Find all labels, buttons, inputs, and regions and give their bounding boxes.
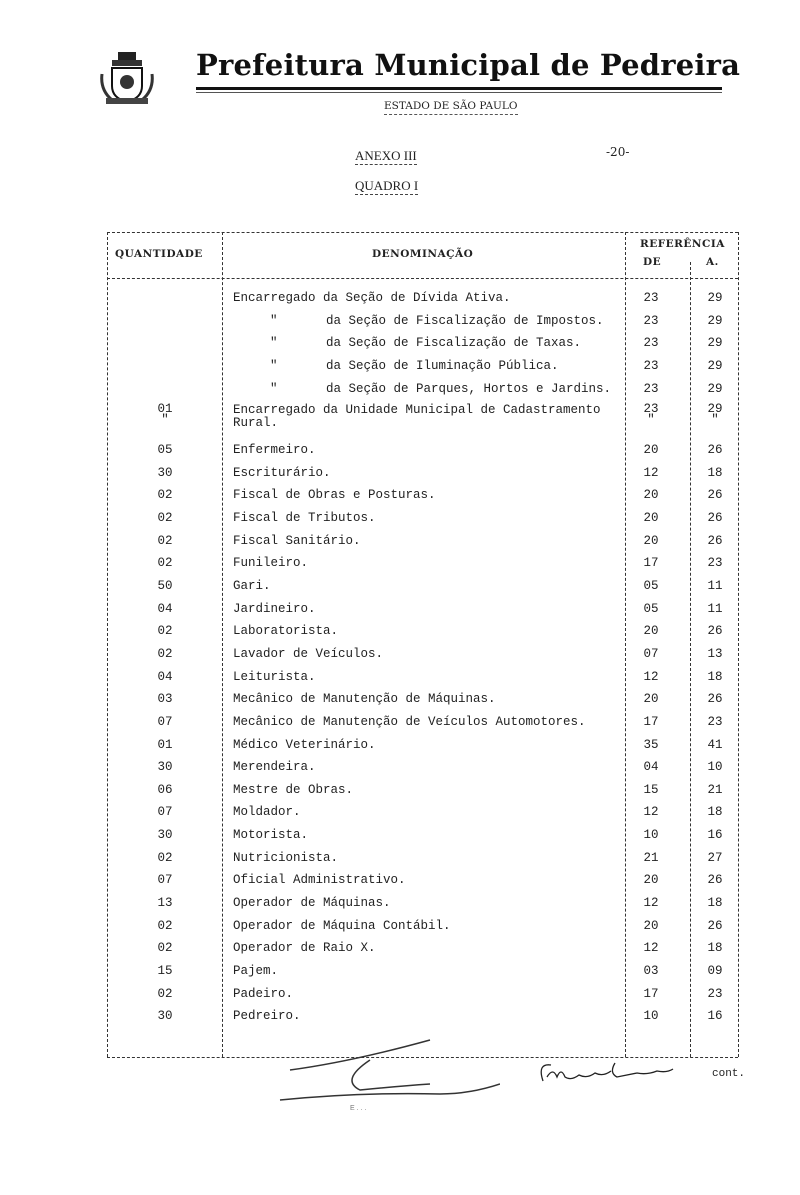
row-denomination: Encarregado da Unidade Municipal de Cadastramento Rural. (233, 403, 601, 431)
row-denomination: Pajem. (233, 963, 279, 978)
row-quantity: 02 (157, 986, 173, 1001)
row-reference-to: 26 (707, 873, 723, 888)
row-reference-to: 29 (707, 358, 723, 373)
row-quantity: 01 " (157, 402, 173, 428)
annex-label: ANEXO III (355, 148, 417, 163)
row-quantity: 04 (157, 669, 173, 684)
row-quantity: 05 (157, 443, 173, 458)
row-reference-to: 29 (707, 313, 723, 328)
row-denomination: da Seção de Iluminação Pública. (326, 358, 559, 373)
row-quantity: 07 (157, 873, 173, 888)
row-reference-to: 27 (707, 850, 723, 865)
row-reference-to: 26 (707, 511, 723, 526)
row-denomination: da Seção de Fiscalização de Taxas. (326, 336, 582, 351)
row-quantity: 06 (157, 782, 173, 797)
row-reference-from: 17 (643, 556, 659, 571)
row-reference-to: 26 (707, 533, 723, 548)
row-reference-to: 18 (707, 805, 723, 820)
row-denomination: Motorista. (233, 828, 309, 843)
column-header-from: DE (643, 256, 662, 268)
row-reference-to: 11 (707, 579, 723, 594)
row-reference-from: 21 (643, 850, 659, 865)
row-reference-from: 10 (643, 1009, 659, 1024)
row-quantity: 01 (157, 737, 173, 752)
row-reference-from: 03 (643, 963, 659, 978)
row-reference-to: 26 (707, 918, 723, 933)
row-reference-from: 10 (643, 828, 659, 843)
page-number: -20- (606, 145, 630, 159)
row-denomination: Nutricionista. (233, 850, 339, 865)
row-reference-from: 07 (643, 646, 659, 661)
column-divider (690, 262, 691, 1057)
svg-text:E . . .: E . . . (350, 1105, 367, 1112)
row-reference-to: 11 (707, 601, 723, 616)
row-reference-from: 05 (643, 601, 659, 616)
ditto-mark: " (270, 313, 278, 328)
table-label: QUADRO I (355, 178, 419, 193)
row-quantity: 30 (157, 828, 173, 843)
row-reference-from: 05 (643, 579, 659, 594)
row-reference-from: 35 (643, 737, 659, 752)
column-header-quantity: QUANTIDADE (115, 248, 203, 260)
row-denomination: Fiscal de Obras e Posturas. (233, 488, 436, 503)
row-reference-to: 23 (707, 556, 723, 571)
row-reference-from: 12 (643, 896, 659, 910)
row-quantity: 13 (157, 896, 173, 910)
state-label: ESTADO DE SÃO PAULO (384, 100, 518, 115)
row-reference-to: 16 (707, 828, 723, 843)
row-denomination: Fiscal de Tributos. (233, 511, 376, 526)
municipal-crest-icon (98, 50, 156, 108)
row-denomination: Pedreiro. (233, 1009, 301, 1024)
row-reference-from: 23 (643, 381, 659, 396)
row-reference-to: 18 (707, 669, 723, 684)
column-divider (625, 232, 626, 1057)
row-reference-from: 20 (643, 692, 659, 707)
row-quantity: 02 (157, 850, 173, 865)
row-reference-to: 26 (707, 443, 723, 458)
row-reference-from: 17 (643, 986, 659, 1001)
row-quantity: 30 (157, 465, 173, 480)
row-reference-from: 20 (643, 511, 659, 526)
column-header-to: A. (706, 256, 719, 268)
row-denomination: Mecânico de Manutenção de Veículos Automotores. (233, 714, 586, 729)
row-reference-to: 09 (707, 963, 723, 978)
row-reference-from: 23 (643, 291, 659, 305)
header-divider (107, 278, 738, 279)
row-denomination: Fiscal Sanitário. (233, 533, 361, 548)
row-reference-to: 18 (707, 941, 723, 956)
row-denomination: Mecânico de Manutenção de Máquinas. (233, 692, 496, 707)
row-quantity: 15 (157, 963, 173, 978)
row-reference-to: 13 (707, 646, 723, 661)
row-denomination: Oficial Administrativo. (233, 873, 406, 888)
row-reference-from: 23 (643, 313, 659, 328)
row-reference-to: 16 (707, 1009, 723, 1024)
row-reference-to: 41 (707, 737, 723, 752)
row-quantity: 07 (157, 714, 173, 729)
page-title: Prefeitura Municipal de Pedreira (196, 48, 741, 82)
row-quantity: 02 (157, 556, 173, 571)
row-quantity: 02 (157, 624, 173, 639)
row-quantity: 50 (157, 579, 173, 594)
row-denomination: Leiturista. (233, 669, 316, 684)
row-reference-to: 26 (707, 692, 723, 707)
row-denomination: Encarregado da Seção de Dívida Ativa. (233, 291, 511, 305)
row-quantity: 04 (157, 601, 173, 616)
row-reference-from: 20 (643, 488, 659, 503)
row-denomination: Escriturário. (233, 465, 331, 480)
row-denomination: Laboratorista. (233, 624, 339, 639)
title-rule-thin (196, 92, 722, 93)
table-border-left (107, 232, 108, 1057)
row-reference-to: 21 (707, 782, 723, 797)
row-reference-from: 12 (643, 941, 659, 956)
signature-right (535, 1055, 715, 1095)
row-denomination: da Seção de Fiscalização de Impostos. (326, 313, 604, 328)
row-denomination: Enfermeiro. (233, 443, 316, 458)
row-reference-to: 29 (707, 291, 723, 305)
signature-left (270, 1030, 500, 1125)
table-border-top (107, 232, 738, 233)
row-reference-to: 29 " (707, 402, 723, 428)
column-divider (222, 232, 223, 1057)
row-reference-from: 12 (643, 669, 659, 684)
row-denomination: Moldador. (233, 805, 301, 820)
row-quantity: 30 (157, 1009, 173, 1024)
row-reference-from: 20 (643, 443, 659, 458)
row-quantity: 30 (157, 760, 173, 775)
row-reference-from: 12 (643, 465, 659, 480)
row-denomination: Funileiro. (233, 556, 309, 571)
row-denomination: Merendeira. (233, 760, 316, 775)
column-header-denomination: DENOMINAÇÃO (372, 248, 474, 260)
row-reference-from: 20 (643, 533, 659, 548)
column-header-reference: REFERÊNCIA (640, 238, 725, 250)
row-denomination: Médico Veterinário. (233, 737, 376, 752)
row-reference-to: 18 (707, 465, 723, 480)
row-reference-to: 29 (707, 336, 723, 351)
row-denomination: da Seção de Parques, Hortos e Jardins. (326, 381, 612, 396)
ditto-mark: " (270, 381, 278, 396)
row-reference-to: 23 (707, 986, 723, 1001)
row-denomination: Gari. (233, 579, 271, 594)
row-reference-from: 23 (643, 358, 659, 373)
table-border-right (738, 232, 739, 1057)
row-quantity: 02 (157, 918, 173, 933)
row-reference-from: 23 (643, 336, 659, 351)
row-denomination: Jardineiro. (233, 601, 316, 616)
row-denomination: Mestre de Obras. (233, 782, 354, 797)
row-quantity: 03 (157, 692, 173, 707)
row-reference-from: 04 (643, 760, 659, 775)
continued-label: cont. (712, 1068, 746, 1080)
row-quantity: 02 (157, 511, 173, 526)
row-reference-to: 26 (707, 488, 723, 503)
row-quantity: 02 (157, 533, 173, 548)
row-quantity: 02 (157, 941, 173, 956)
row-reference-to: 18 (707, 896, 723, 910)
row-denomination: Operador de Máquina Contábil. (233, 918, 451, 933)
row-reference-from: 17 (643, 714, 659, 729)
row-denomination: Operador de Máquinas. (233, 896, 391, 910)
row-reference-to: 29 (707, 381, 723, 396)
row-reference-from: 20 (643, 873, 659, 888)
row-reference-from: 20 (643, 624, 659, 639)
row-reference-to: 23 (707, 714, 723, 729)
row-quantity: 02 (157, 646, 173, 661)
row-reference-to: 26 (707, 624, 723, 639)
row-quantity: 02 (157, 488, 173, 503)
row-reference-from: 20 (643, 918, 659, 933)
row-denomination: Padeiro. (233, 986, 294, 1001)
row-denomination: Operador de Raio X. (233, 941, 376, 956)
title-rule (196, 87, 722, 90)
row-reference-from: 15 (643, 782, 659, 797)
row-quantity: 07 (157, 805, 173, 820)
row-denomination: Lavador de Veículos. (233, 646, 384, 661)
row-reference-from: 23 " (643, 402, 659, 428)
ditto-mark: " (270, 336, 278, 351)
ditto-mark: " (270, 358, 278, 373)
row-reference-to: 10 (707, 760, 723, 775)
row-reference-from: 12 (643, 805, 659, 820)
